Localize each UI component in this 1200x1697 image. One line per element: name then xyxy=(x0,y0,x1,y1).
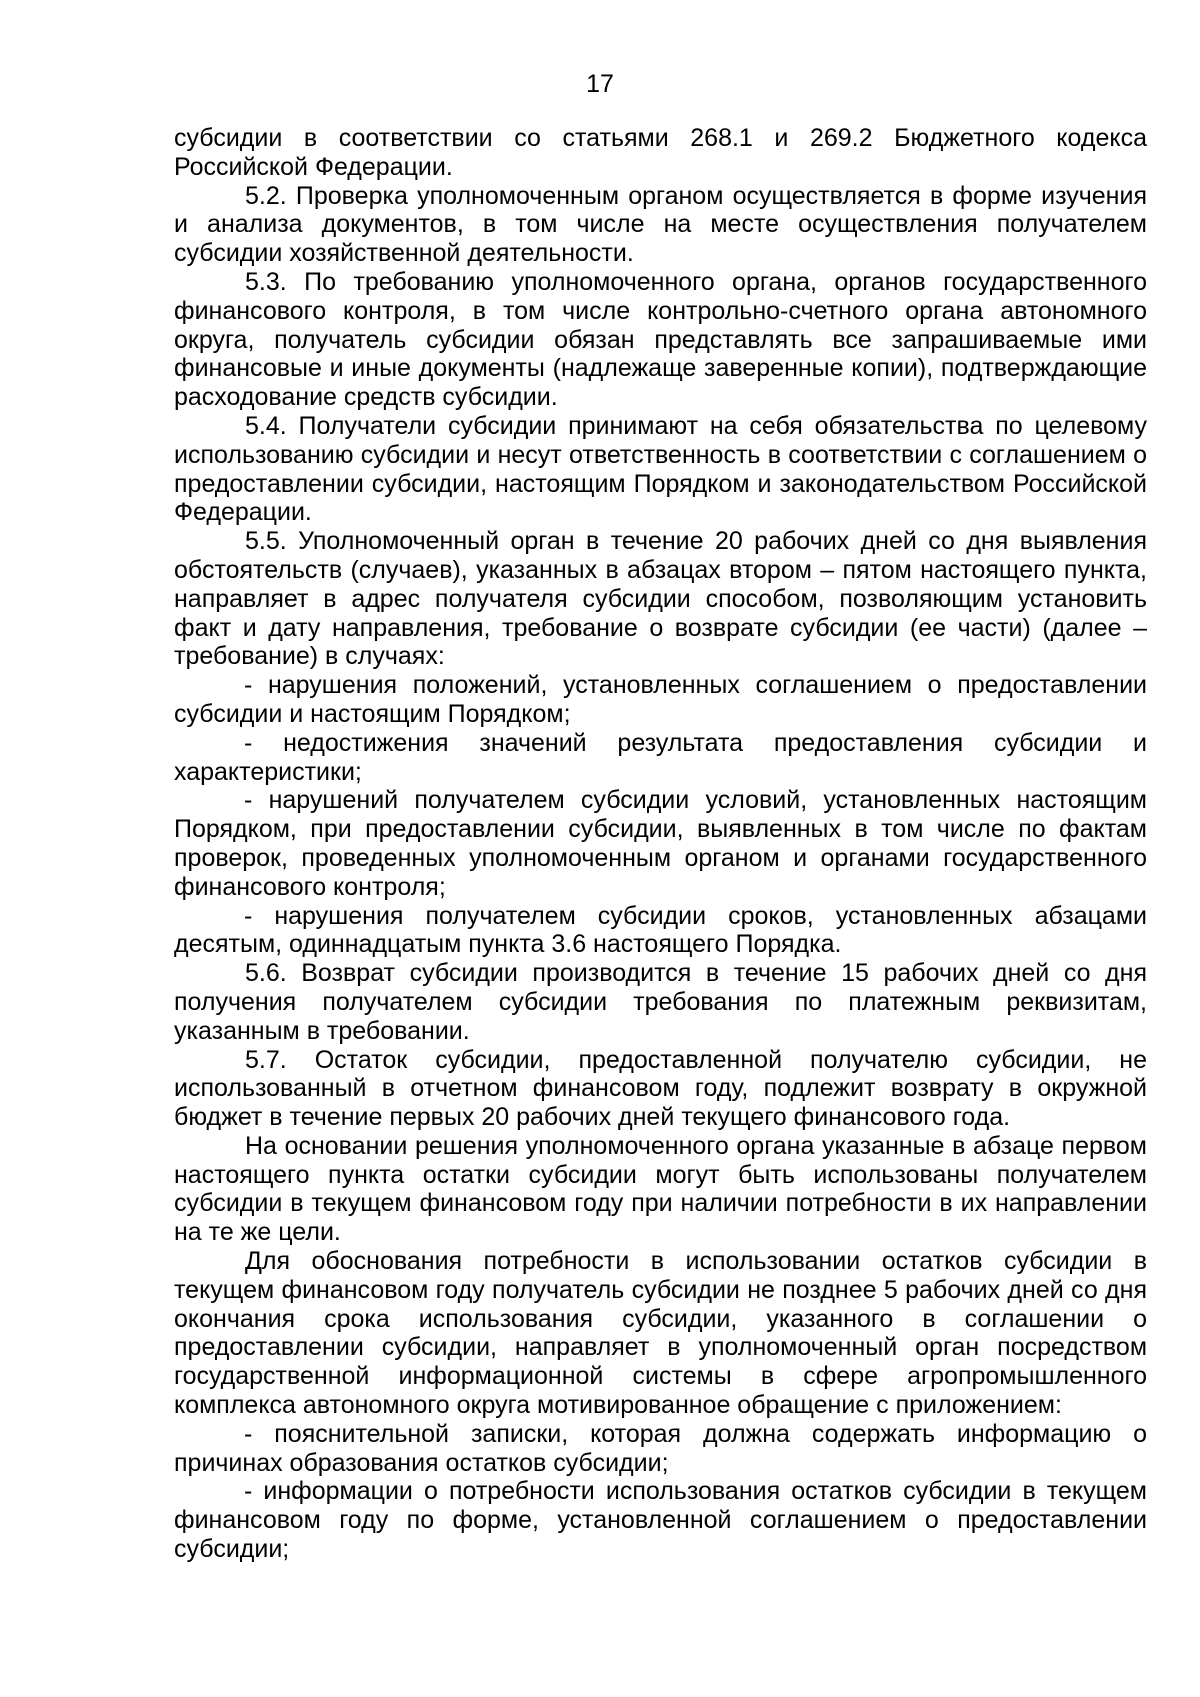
document-body xyxy=(174,124,1147,1564)
list-item: - информации о потребности использования остатков субсидии в текущем финансовом году по форме, установленной соглашением о предоставлении субсидии; xyxy=(174,1477,1147,1564)
list-item: - нарушений получателем субсидии условий, установленных настоящим Порядком, при предоставлении субсидии, выявленных в том числе по фактам проверок, проведенных уполномоченным органом и органами государственного финансового контроля; xyxy=(174,786,1147,901)
paragraph: На основании решения уполномоченного органа указанные в абзаце первом настоящего пункта остатки субсидии могут быть использованы получателем субсидии в текущем финансовом году при наличии потребности в их направлении на те же цели. xyxy=(174,1131,1147,1247)
list-item: - недостижения значений результата предоставления субсидии и характеристики; xyxy=(174,728,1147,786)
paragraph: Для обоснования потребности в использовании остатков субсидии в текущем финансовом году получатель субсидии не позднее 5 рабочих дней со дня окончания срока использования субсидии, указанного в соглашении о предоставлении субсидии, направляет в уполномоченный орган посредством государственной информационной системы в сфере агропромышленного комплекса автономного округа мотивированное обращение с приложением: xyxy=(174,1247,1147,1420)
list-item: - нарушения положений, установленных соглашением о предоставлении субсидии и настоящим Порядком; xyxy=(174,671,1147,728)
paragraph-5-2: 5.2. Проверка уполномоченным органом осуществляется в форме изучения и анализа документов, в том числе на месте осуществления получателем субсидии хозяйственной деятельности. xyxy=(174,181,1147,268)
list-item: - пояснительной записки, которая должна содержать информацию о причинах образования остатков субсидии; xyxy=(174,1419,1147,1477)
paragraph-5-4: 5.4. Получатели субсидии принимают на себя обязательства по целевому использованию субсидии и несут ответственность в соответствии с соглашением о предоставлении субсидии, настоящим Порядком и законодательством Российской Федерации. xyxy=(174,411,1147,527)
paragraph-5-5: 5.5. Уполномоченный орган в течение 20 рабочих дней со дня выявления обстоятельств (случаев), указанных в абзацах втором – пятом настоящего пункта, направляет в адрес получателя субсидии способом, позволяющим установить факт и дату направления, требование о возврате субсидии (ее части) (далее – требование) в случаях: xyxy=(174,527,1147,671)
paragraph-5-6: 5.6. Возврат субсидии производится в течение 15 рабочих дней со дня получения получателем субсидии требования по платежным реквизитам, указанным в требовании. xyxy=(174,959,1147,1045)
list-item: - нарушения получателем субсидии сроков, установленных абзацами десятым, одиннадцатым пункта 3.6 настоящего Порядка. xyxy=(174,901,1147,959)
paragraph-continuation: субсидии в соответствии со статьями 268.1 и 269.2 Бюджетного кодекса Российской Федерации. xyxy=(174,124,1147,181)
page-number: 17 xyxy=(586,70,614,98)
paragraph-5-3: 5.3. По требованию уполномоченного органа, органов государственного финансового контроля, в том числе контрольно-счетного органа автономного округа, получатель субсидии обязан представлять все запрашиваемые ими финансовые и иные документы (надлежаще заверенные копии), подтверждающие расходование средств субсидии. xyxy=(174,267,1147,412)
paragraph-5-7: 5.7. Остаток субсидии, предоставленной получателю субсидии, не использованный в отчетном финансовом году, подлежит возврату в окружной бюджет в течение первых 20 рабочих дней текущего финансового года. xyxy=(174,1045,1147,1132)
